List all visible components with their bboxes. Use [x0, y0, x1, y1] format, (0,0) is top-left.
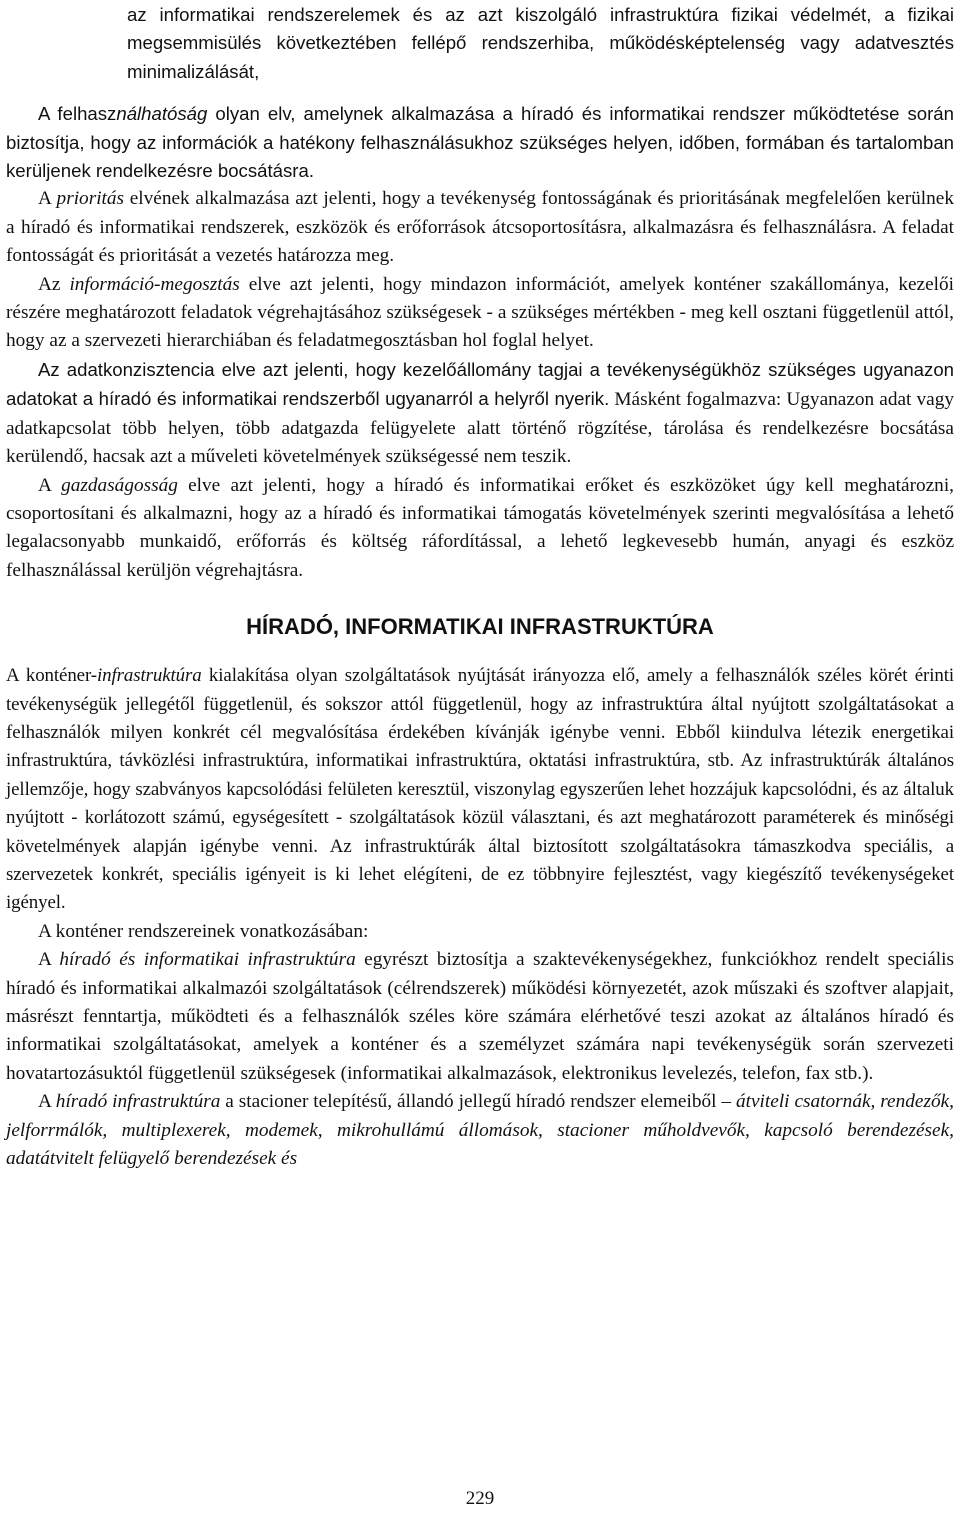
paragraph-prioritas: A prioritás elvének alkalmazása azt jelenti, hogy a tevékenység fontosságának és prioritásának megfelelően kerülnek a híradó és informatikai rendszerek, eszközök és erőforrások átcsoportosításra, alkalmazásra és felhasználásra. A feladat fontosságát és prioritását a vezetés határozza meg. [6, 188, 954, 267]
term-informacio-megosztas: információ-megosztás [69, 273, 240, 295]
paragraph-informacio-megosztas: Az információ-megosztás elve azt jelenti, hogy mindazon információt, amelyek konténer szakállománya, kezelői részére meghatározott feladatok végrehajtásához szükségesek - a szükséges mértékben - meg kell osztani függetlenül attól, hogy az a szervezeti hierarchiában és feladatmegosztásban hol foglal helyet. [6, 273, 954, 352]
paragraph-hirado-es-informatikai: A híradó és informatikai infrastruktúra egyrészt biztosítja a szaktevékenységekhez, funkciókhoz rendelt speciális híradó és informatikai alkalmazói szolgáltatások (célrendszerek) működési környezetét, azok műszaki és szoftver alapjait, másrészt fenntartja, működteti és a felhasználók széles köre számára elérhetővé teszi azokat az általános híradó és informatikai szolgáltatásokat, amelyek a konténer és a személyzet számára napi tevékenységük során szervezeti hovatartozásuktól függetlenül szükségesek (informatikai alkalmazások, elektronikus levelezés, telefon, fax stb.). [6, 949, 955, 1084]
list-of-elements: átviteli csatornák, rendezők, jelforrmálók, multiplexerek, modemek, mikrohullámú állomások, stacioner műholdvevők, kapcsoló berendezések, adatátvitelt felügyelő berendezések és [6, 1091, 954, 1170]
paragraph-felhasznalhatosag: A felhasználhatóság olyan elv, amelynek alkalmazása a híradó és informatikai rendszer működtetése során biztosítja, hogy az információk a hatékony felhasználásukhoz szükséges helyen, időben, formában és tartalomban kerüljenek rendelkezésre bocsátásra. [6, 103, 954, 182]
paragraph-gazdasagossag: A gazdaságosság elve azt jelenti, hogy a híradó és informatikai erőket és eszközöket úgy kell meghatározni, csoportosítani és alkalmazni, hogy az a híradó és informatikai támogatás követelmények szerinti megvalósítása a lehető legalacsonyabb munkaidő, erőforrás és költség ráfordítással, a lehető legkevesebb humán, anyagi és eszköz felhasználással kerüljön végrehajtásra. [6, 474, 955, 581]
list-item-e [6, 1, 954, 86]
page-body [6, 0, 954, 1173]
section-heading: HÍRADÓ, INFORMATIKAI INFRASTRUKTÚRA [246, 614, 714, 640]
paragraph-hirado-infrastruktura: A híradó infrastruktúra a stacioner telepítésű, állandó jellegű híradó rendszer elemeiből – átviteli csatornák, rendezők, jelforrmálók, multiplexerek, modemek, mikrohullámú állomások, stacioner műholdvevők, kapcsoló berendezések, adatátvitelt felügyelő berendezések és [6, 1091, 954, 1170]
page-number: 229 [465, 1488, 495, 1509]
term-felhasznalhatosag: nálhatóság [116, 103, 208, 125]
term-hirado-es-informatikai-infrastruktura: híradó és informatikai infrastruktúra [59, 949, 356, 971]
paragraph-kontener-rendszerei: A konténer rendszereinek vonatkozásában: [38, 920, 369, 942]
term-prioritas: prioritás [56, 188, 125, 210]
paragraph-infrastruktura: A konténer-infrastruktúra kialakítása olyan szolgáltatások nyújtását irányozza elő, amely a felhasználók széles körét érinti tevékenységük jellegétől függetlenül, és sokszor attól függetlenül, hogy az infrastruktúra által nyújtott szolgáltatásokat a felhasználók milyen konkrét cél megvalósítása érdekében kívánják igénybe venni. Ebből kiindulva létezik energetikai infrastruktúra, távközlési infrastruktúra, informatikai infrastruktúra, oktatási infrastruktúra, stb. Az infrastruktúrák általános jellemzője, hogy szabványos kapcsolódási felületen keresztül, viszonylag egyszerűen lehet hozzájuk kapcsolódni, és az általuk nyújtott - korlátozott számú, egységesített - szolgáltatások közül választani, és azt meghatározott paraméterek és minőségi követelmények alapján igénybe venni. Az infrastruktúrák által biztosított szolgáltatásokra támaszkodva speciális, a szervezetek konkrét, speciális igényeit is ki lehet elégíteni, de ez többnyire fejlesztést, vagy kiegészítő tevékenységeket igényel. [6, 665, 954, 914]
term-hirado-infrastruktura: híradó infrastruktúra [55, 1091, 221, 1113]
term-infrastruktura: infrastruktúra [96, 665, 202, 687]
paragraph-adatkonzisztencia: Az adatkonzisztencia elve azt jelenti, hogy kezelőállomány tagjai a tevékenységükhöz szükséges ugyanazon adatokat a híradó és informatikai rendszerből ugyanarról a helyről nyerik. Másként fogalmazva: Ugyanazon adat vagy adatkapcsolat több helyen, több adatgazda felügyelete alatt történő rögzítése, tárolása és rendelkezésre bocsátása kerülendő, hacsak azt a műveleti követelmények szükségessé nem teszik. [6, 358, 955, 468]
term-gazdasagossag: gazdaságosság [61, 474, 178, 496]
list-item-text: az informatikai rendszerelemek és az azt kiszolgáló infrastruktúra fizikai védelmét, a fizikai megsemmisülés következtében fellépő rendszerhiba, működésképtelenség vagy adatvesztés minimalizálását, [127, 4, 954, 82]
